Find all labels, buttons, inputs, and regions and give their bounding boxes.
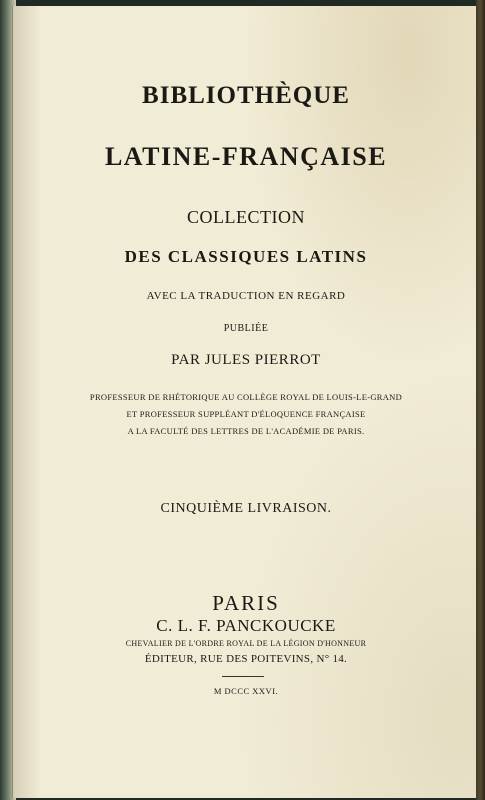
editor-credential-line: ET PROFESSEUR SUPPLÉANT D'ÉLOQUENCE FRANÇAISE [126, 409, 366, 419]
page-edge [476, 0, 485, 800]
editor-credential-line: A LA FACULTÉ DES LETTRES DE L'ACADÉMIE DE PARIS. [127, 426, 365, 436]
series-heading: DES CLASSIQUES LATINS [124, 247, 368, 266]
publisher-honor: CHEVALIER DE L'ORDRE ROYAL DE LA LÉGION D'HONNEUR [125, 639, 367, 648]
collection-heading: COLLECTION [187, 207, 305, 227]
imprint-city: PARIS [212, 591, 280, 615]
publisher-address: ÉDITEUR, RUE DES POITEVINS, N° 14. [144, 653, 348, 665]
publisher-name: C. L. F. PANCKOUCKE [156, 616, 336, 635]
published-label: PUBLIÉE [223, 323, 269, 334]
title-line-1: BIBLIOTHÈQUE [142, 82, 350, 109]
title-page [12, 6, 479, 798]
editor-credential-line: PROFESSEUR DE RHÉTORIQUE AU COLLÈGE ROYAL DE LOUIS-LE-GRAND [89, 392, 403, 402]
installment-label: CINQUIÈME LIVRAISON. [160, 501, 332, 516]
divider-rule [222, 676, 264, 677]
title-line-2: LATINE-FRANÇAISE [104, 142, 388, 171]
translation-note: AVEC LA TRADUCTION EN REGARD [146, 290, 346, 302]
publication-year: M DCCC XXVI. [213, 686, 279, 696]
editor-name: PAR JULES PIERROT [171, 352, 321, 368]
